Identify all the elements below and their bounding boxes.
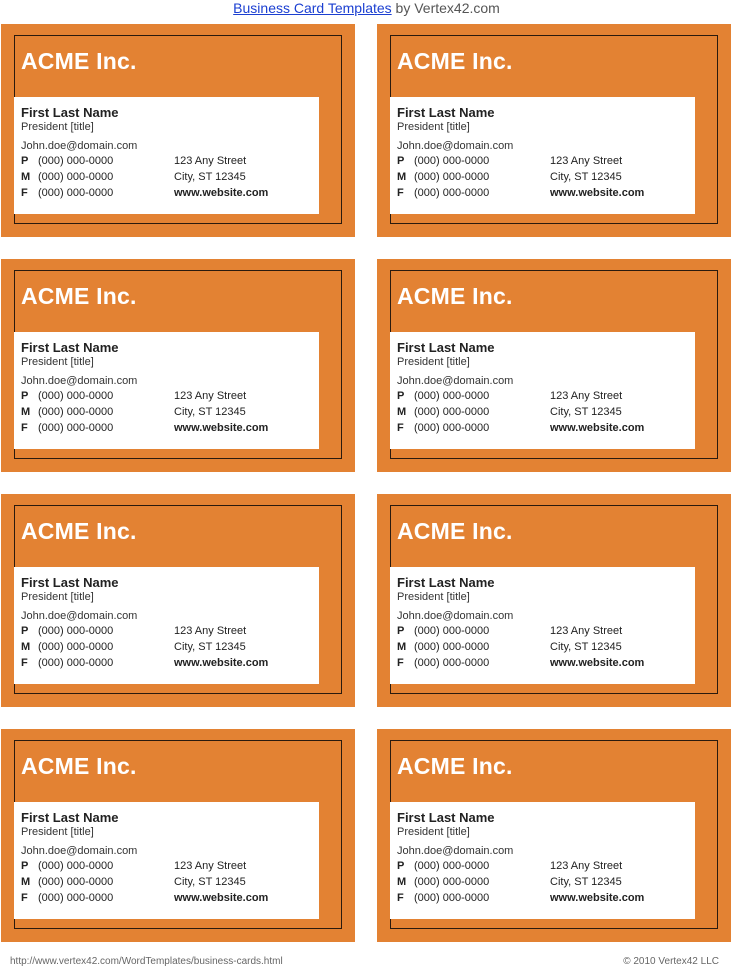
fax-number: (000) 000-0000 <box>414 187 490 199</box>
person-name: First Last Name <box>397 340 495 355</box>
fax-row <box>21 187 311 201</box>
fax-number: (000) 000-0000 <box>38 187 114 199</box>
mobile-number: (000) 000-0000 <box>414 171 490 183</box>
company-name: ACME Inc. <box>21 753 137 779</box>
website: www.website.com <box>550 892 645 904</box>
street-address: 123 Any Street <box>550 155 623 167</box>
phone-row <box>21 625 311 639</box>
header-suffix: by Vertex42.com <box>391 0 500 16</box>
mobile-row <box>21 406 311 420</box>
email-address: John.doe@domain.com <box>397 845 514 857</box>
card-info-panel <box>390 802 695 919</box>
person-name: First Last Name <box>397 575 495 590</box>
company-name: ACME Inc. <box>397 518 513 544</box>
phone-number: (000) 000-0000 <box>414 155 490 167</box>
phone-label: P <box>21 390 29 402</box>
mobile-row <box>397 171 687 185</box>
phone-number: (000) 000-0000 <box>38 155 114 167</box>
mobile-number: (000) 000-0000 <box>414 641 490 653</box>
phone-number: (000) 000-0000 <box>38 625 114 637</box>
person-title: President [title] <box>397 121 470 133</box>
card-info-panel <box>14 567 319 684</box>
mobile-label: M <box>397 406 407 418</box>
footer-copyright: © 2010 Vertex42 LLC <box>623 956 719 967</box>
fax-label: F <box>21 187 28 199</box>
fax-number: (000) 000-0000 <box>38 892 114 904</box>
street-address: 123 Any Street <box>550 860 623 872</box>
company-name: ACME Inc. <box>21 48 137 74</box>
mobile-label: M <box>21 406 31 418</box>
city-state-zip: City, ST 12345 <box>550 641 622 653</box>
website: www.website.com <box>550 422 645 434</box>
fax-row <box>21 892 311 906</box>
website: www.website.com <box>550 187 645 199</box>
phone-label: P <box>21 860 29 872</box>
mobile-label: M <box>397 876 407 888</box>
email-address: John.doe@domain.com <box>397 140 514 152</box>
phone-number: (000) 000-0000 <box>38 860 114 872</box>
website: www.website.com <box>550 657 645 669</box>
business-card <box>1 259 355 472</box>
fax-number: (000) 000-0000 <box>414 422 490 434</box>
page-header <box>0 0 733 18</box>
fax-label: F <box>397 657 404 669</box>
phone-row <box>21 155 311 169</box>
phone-number: (000) 000-0000 <box>414 625 490 637</box>
company-name: ACME Inc. <box>21 283 137 309</box>
phone-label: P <box>397 390 405 402</box>
templates-link[interactable]: Business Card Templates <box>233 0 392 16</box>
person-title: President [title] <box>21 121 94 133</box>
person-name: First Last Name <box>21 340 119 355</box>
city-state-zip: City, ST 12345 <box>174 406 246 418</box>
person-name: First Last Name <box>397 105 495 120</box>
mobile-row <box>21 171 311 185</box>
person-title: President [title] <box>397 591 470 603</box>
person-name: First Last Name <box>21 810 119 825</box>
city-state-zip: City, ST 12345 <box>174 641 246 653</box>
fax-label: F <box>21 892 28 904</box>
phone-label: P <box>397 155 405 167</box>
person-title: President [title] <box>21 826 94 838</box>
fax-row <box>397 422 687 436</box>
street-address: 123 Any Street <box>174 860 247 872</box>
mobile-row <box>397 641 687 655</box>
city-state-zip: City, ST 12345 <box>550 406 622 418</box>
mobile-number: (000) 000-0000 <box>414 876 490 888</box>
website: www.website.com <box>174 657 269 669</box>
business-card <box>1 494 355 707</box>
company-name: ACME Inc. <box>397 48 513 74</box>
mobile-number: (000) 000-0000 <box>38 406 114 418</box>
person-title: President [title] <box>21 356 94 368</box>
card-info-panel <box>14 802 319 919</box>
person-title: President [title] <box>21 591 94 603</box>
phone-label: P <box>397 860 405 872</box>
card-info-panel <box>390 567 695 684</box>
person-title: President [title] <box>397 356 470 368</box>
fax-label: F <box>21 657 28 669</box>
street-address: 123 Any Street <box>174 625 247 637</box>
phone-row <box>397 860 687 874</box>
website: www.website.com <box>174 422 269 434</box>
person-name: First Last Name <box>397 810 495 825</box>
phone-row <box>397 625 687 639</box>
fax-label: F <box>397 187 404 199</box>
fax-row <box>397 657 687 671</box>
fax-label: F <box>397 892 404 904</box>
card-info-panel <box>390 97 695 214</box>
fax-number: (000) 000-0000 <box>38 422 114 434</box>
person-name: First Last Name <box>21 105 119 120</box>
mobile-row <box>397 406 687 420</box>
website: www.website.com <box>174 187 269 199</box>
phone-number: (000) 000-0000 <box>414 860 490 872</box>
business-card <box>377 24 731 237</box>
city-state-zip: City, ST 12345 <box>174 876 246 888</box>
email-address: John.doe@domain.com <box>397 610 514 622</box>
fax-row <box>21 657 311 671</box>
business-card <box>1 729 355 942</box>
fax-label: F <box>397 422 404 434</box>
mobile-number: (000) 000-0000 <box>38 641 114 653</box>
footer-url: http://www.vertex42.com/WordTemplates/business-cards.html <box>10 956 283 967</box>
city-state-zip: City, ST 12345 <box>174 171 246 183</box>
company-name: ACME Inc. <box>397 283 513 309</box>
card-info-panel <box>14 332 319 449</box>
mobile-label: M <box>21 641 31 653</box>
email-address: John.doe@domain.com <box>21 375 138 387</box>
business-card <box>377 494 731 707</box>
mobile-label: M <box>21 171 31 183</box>
company-name: ACME Inc. <box>397 753 513 779</box>
phone-number: (000) 000-0000 <box>414 390 490 402</box>
phone-row <box>397 155 687 169</box>
phone-row <box>397 390 687 404</box>
email-address: John.doe@domain.com <box>21 845 138 857</box>
city-state-zip: City, ST 12345 <box>550 876 622 888</box>
fax-number: (000) 000-0000 <box>38 657 114 669</box>
email-address: John.doe@domain.com <box>21 610 138 622</box>
mobile-number: (000) 000-0000 <box>38 876 114 888</box>
person-name: First Last Name <box>21 575 119 590</box>
person-title: President [title] <box>397 826 470 838</box>
fax-number: (000) 000-0000 <box>414 657 490 669</box>
mobile-number: (000) 000-0000 <box>38 171 114 183</box>
card-info-panel <box>390 332 695 449</box>
mobile-label: M <box>397 171 407 183</box>
fax-row <box>397 187 687 201</box>
street-address: 123 Any Street <box>550 625 623 637</box>
street-address: 123 Any Street <box>550 390 623 402</box>
mobile-row <box>397 876 687 890</box>
phone-row <box>21 390 311 404</box>
business-card <box>1 24 355 237</box>
fax-row <box>397 892 687 906</box>
company-name: ACME Inc. <box>21 518 137 544</box>
business-card <box>377 729 731 942</box>
city-state-zip: City, ST 12345 <box>550 171 622 183</box>
fax-label: F <box>21 422 28 434</box>
business-card <box>377 259 731 472</box>
phone-label: P <box>397 625 405 637</box>
phone-row <box>21 860 311 874</box>
street-address: 123 Any Street <box>174 155 247 167</box>
fax-number: (000) 000-0000 <box>414 892 490 904</box>
card-info-panel <box>14 97 319 214</box>
phone-label: P <box>21 155 29 167</box>
mobile-row <box>21 641 311 655</box>
mobile-label: M <box>21 876 31 888</box>
email-address: John.doe@domain.com <box>397 375 514 387</box>
phone-number: (000) 000-0000 <box>38 390 114 402</box>
website: www.website.com <box>174 892 269 904</box>
mobile-label: M <box>397 641 407 653</box>
email-address: John.doe@domain.com <box>21 140 138 152</box>
phone-label: P <box>21 625 29 637</box>
street-address: 123 Any Street <box>174 390 247 402</box>
mobile-row <box>21 876 311 890</box>
fax-row <box>21 422 311 436</box>
mobile-number: (000) 000-0000 <box>414 406 490 418</box>
